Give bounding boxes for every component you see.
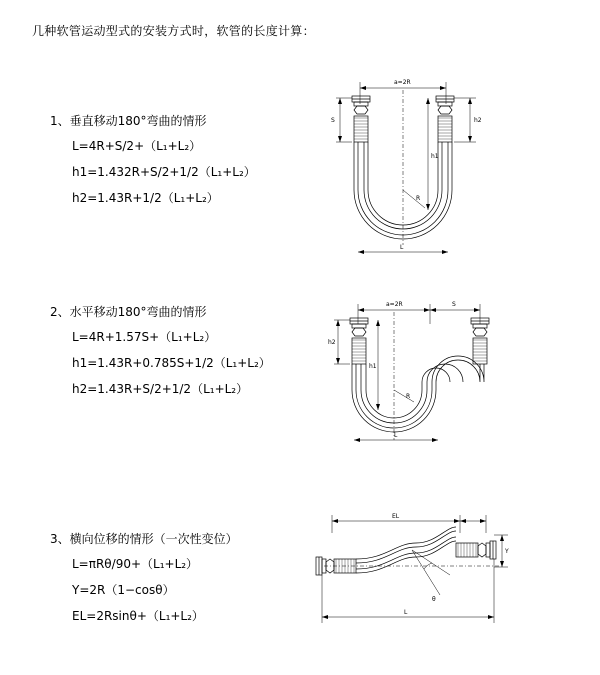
section-1-title: 1、垂直移动180°弯曲的情形 [50,114,207,128]
section-3-formula-1: L=πRθ/90+（L₁+L₂） [72,557,199,571]
section-3-title: 3、横向位移的情形（一次性变位） [50,532,238,546]
section-1-formula-1: L=4R+S/2+（L₁+L₂） [72,139,202,153]
figure-1-label-top: a=2R [394,79,411,86]
figure-lateral-offset [300,505,515,640]
figure-1-label-L: L [400,244,404,251]
figure-2-label-a: a=2R [386,301,403,308]
figure-2-label-radius: R [406,393,411,400]
figure-1-label-h2: h2 [474,117,482,124]
figure-horizontal-180-bend [318,290,508,455]
figure-1-label-h1: h1 [431,153,439,160]
section-1-formula-2: h1=1.432R+S/2+1/2（L₁+L₂） [72,165,256,179]
section-2-title: 2、水平移动180°弯曲的情形 [50,305,207,319]
figure-2-label-L: L [394,432,398,439]
figure-3-label-Y: Y [505,548,509,555]
section-3 [50,530,320,633]
section-3-formula-2: Y=2R（1−cosθ） [72,583,175,597]
figure-1-label-S: S [331,117,335,124]
section-3-formula-3: EL=2Rsinθ+（L₁+L₂） [72,609,204,623]
section-2-formula-2: h1=1.43R+0.785S+1/2（L₁+L₂） [72,356,271,370]
section-1 [50,112,320,215]
figure-3-label-EL: EL [392,513,400,520]
page-title: 几种软管运动型式的安装方式时，软管的长度计算： [32,24,315,38]
figure-vertical-180-bend [318,70,498,270]
figure-2-label-h1: h1 [369,363,377,370]
figure-3-label-theta: θ [432,596,436,603]
figure-2-label-S: S [452,301,456,308]
section-2-formula-3: h2=1.43R+S/2+1/2（L₁+L₂） [72,382,249,396]
figure-3-label-L: L [404,609,408,616]
figure-1-label-radius: R [416,195,421,202]
section-2 [50,303,320,406]
figure-2-label-h2: h2 [328,339,336,346]
section-2-formula-1: L=4R+1.57S+（L₁+L₂） [72,330,217,344]
section-1-formula-3: h2=1.43R+1/2（L₁+L₂） [72,191,219,205]
